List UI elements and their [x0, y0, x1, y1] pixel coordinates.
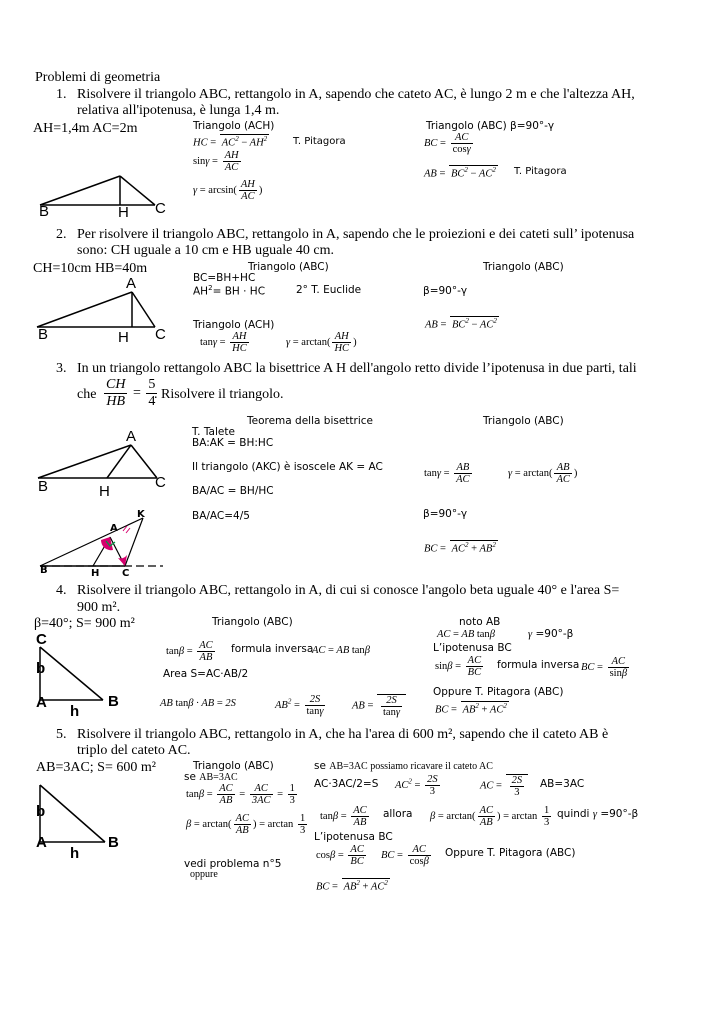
- p5-eq-bc-pit: BC = $AB^2 + AC^2$: [316, 879, 388, 893]
- fig3a-label-c: C: [155, 474, 166, 491]
- fig4-label-a: A: [36, 694, 47, 711]
- p1-eq-sin: sinγ = $\frac{AH}{AC}$: [193, 150, 239, 173]
- problem-4-text-line1: Risolvere il triangolo ABC, rettangolo in A, di cui si conosce l'angolo beta uguale 40° e l'area S=: [77, 583, 620, 598]
- fig2-label-a: A: [126, 275, 137, 292]
- p5-quindi: quindi γ =90°-β: [557, 808, 639, 820]
- p5-eq-tan: tanβ = $\frac{AC}{AB}$ = $\frac{AC}{3AC}$ = $\frac{1}{3}$: [186, 783, 295, 806]
- problem-2-given: CH=10cm HB=40m: [33, 261, 148, 276]
- p3-isoscele: Il triangolo (AKC) è isoscele AK = AC: [192, 461, 383, 473]
- p5-se-1: se AB=3AC: [184, 771, 238, 783]
- p1-eq-bc: BC = $\frac{AC}{\cos\gamma}$: [424, 132, 471, 155]
- p2-triangle-abc-left: Triangolo (ABC): [248, 261, 329, 273]
- problem-5-given: AB=3AC; S= 600 m²: [36, 760, 156, 775]
- problem-4-text-line2: 900 m².: [77, 600, 121, 615]
- fig4-label-c: C: [36, 631, 47, 648]
- p5-eq-cos: cosβ = $\frac{AC}{BC}$: [316, 844, 364, 867]
- p4-eq-ab: AB = $\frac{2S}{\tan\gamma}$: [352, 694, 406, 718]
- problem-5-number: 5.: [56, 727, 67, 742]
- p5-ipotenusa: L’ipotenusa BC: [314, 831, 393, 843]
- p2-triangle-abc-right: Triangolo (ABC): [483, 261, 564, 273]
- fig3b-label-b: B: [40, 565, 48, 576]
- p5-vedi: vedi problema n°5: [184, 858, 282, 870]
- p2-eq-tan: tanγ = $\frac{AH}{HC}$: [200, 331, 247, 354]
- p5-triangle-abc: Triangolo (ABC): [193, 760, 274, 772]
- p4-eq-ac-right: AC = AB tanβ: [437, 629, 495, 640]
- problem-3-che: che: [77, 387, 97, 402]
- p5-eq-arctan: β = arctan( $\frac{AC}{AB}$ ) = arctan $\frac{1}{3}$: [186, 813, 306, 836]
- fig3a-label-a: A: [126, 428, 137, 445]
- problem-5-text-line2: triplo del cateto AC.: [77, 743, 191, 758]
- p5-eq-bc: BC = $\frac{AC}{\cos\beta}$: [381, 844, 429, 867]
- fig1-label-h: H: [118, 204, 129, 221]
- problem-4-number: 4.: [56, 583, 67, 598]
- p5-eq-tan-2: tanβ = $\frac{AC}{AB}$: [320, 805, 367, 828]
- p4-formula-inversa-2: formula inversa: [497, 659, 580, 671]
- fig3a-label-h: H: [99, 483, 110, 500]
- p4-eq-bc: BC = $\frac{AC}{\sin\beta}$: [581, 656, 628, 679]
- p4-area: Area S=AC·AB/2: [163, 668, 249, 680]
- problem-3-figure-b: [35, 508, 175, 573]
- problem-1-text-line1: Risolvere il triangolo ABC, rettangolo in A, sapendo che cateto AC, è lungo 2 m e che l'altezza AH,: [77, 87, 635, 102]
- p5-allora: allora: [383, 808, 413, 820]
- p4-eq-sin: sinβ = $\frac{AC}{BC}$: [435, 655, 482, 678]
- p5-eq-ac: AC = $\frac{2S}{3}$: [480, 774, 528, 798]
- fig2-label-b: B: [38, 326, 49, 343]
- problem-3-number: 3.: [56, 361, 67, 376]
- p1-eq-hc: HC = $AC^2 - AH^2$: [193, 135, 268, 149]
- p3-ratio-1: BA:AK = BH:HC: [192, 437, 274, 449]
- p1-pitagora-1: T. Pitagora: [293, 136, 346, 147]
- page-title: Problemi di geometria: [35, 70, 161, 85]
- fig2-label-h: H: [118, 329, 129, 346]
- p1-pitagora-2: T. Pitagora: [514, 166, 567, 177]
- p3-ratio-3: BA/AC=4/5: [192, 510, 250, 522]
- p4-eq-bc-pit: BC = $AB^2 + AC^2$: [435, 702, 507, 716]
- p1-triangle-abc: Triangolo (ABC) β=90°-γ: [426, 120, 555, 132]
- fig5-label-b-side: b: [36, 803, 46, 820]
- problem-1-number: 1.: [56, 87, 67, 102]
- fig1-label-b: B: [39, 203, 50, 220]
- p4-oppure: Oppure T. Pitagora (ABC): [433, 686, 564, 698]
- fig2-label-c: C: [155, 326, 166, 343]
- p4-eq-ac: AC = AB tanβ: [312, 645, 370, 656]
- p1-triangle-ach: Triangolo (ACH): [193, 120, 275, 132]
- p3-bisettrice: Teorema della bisettrice: [247, 415, 374, 427]
- problem-2-text-line1: Per risolvere il triangolo ABC, rettangolo in A, sapendo che le proiezioni e dei cateti sull’ ipotenusa: [77, 227, 635, 242]
- problem-2-number: 2.: [56, 227, 67, 242]
- problem-1-given: AH=1,4m AC=2m: [33, 121, 138, 136]
- p4-gamma: γ =90°-β: [528, 628, 574, 640]
- fig5-label-a: A: [36, 834, 47, 851]
- fig3b-label-c: C: [122, 568, 130, 579]
- p4-noto-ab: noto AB: [459, 616, 501, 628]
- fig5-label-h: h: [70, 845, 80, 862]
- p4-ipotenusa: L’ipotenusa BC: [433, 642, 512, 654]
- problem-3-text-line1: In un triangolo rettangolo ABC la bisettrice A H dell'angolo retto divide l’ipotenusa in due parti, tali: [77, 361, 637, 376]
- fig3b-label-k: K: [137, 509, 145, 520]
- p2-eq-arctan: γ = arctan( $\frac{AH}{HC}$ ): [286, 331, 357, 354]
- problem-3-figure-a: [35, 440, 175, 485]
- fig3a-label-b: B: [38, 478, 49, 495]
- p3-eq-arctan: γ = arctan( $\frac{AB}{AC}$ ): [508, 462, 578, 485]
- problem-5-text-line1: Risolvere il triangolo ABC, rettangolo in A, che ha l'area di 600 m², sapendo che il cateto AB è: [77, 727, 609, 742]
- p4-triangle-abc: Triangolo (ABC): [212, 616, 293, 628]
- fig4-label-h: h: [70, 703, 80, 720]
- p4-eq-ab2: $AB^2$ = $\frac{2S}{\tan\gamma}$: [275, 694, 324, 717]
- p2-triangle-ach: Triangolo (ACH): [193, 319, 275, 331]
- p2-euclide: 2° T. Euclide: [296, 284, 362, 296]
- p5-eq-arctan-2: β = arctan( $\frac{AC}{AB}$ ) = arctan $\frac{1}{3}$: [430, 805, 550, 828]
- fig5-label-b: B: [108, 834, 119, 851]
- p4-formula-inversa: formula inversa: [231, 643, 314, 655]
- p2-bc-sum: BC=BH+HC: [193, 272, 256, 284]
- p5-se-2: se AB=3AC possiamo ricavare il cateto AC: [314, 760, 493, 772]
- p5-oppure-pit: Oppure T. Pitagora (ABC): [445, 847, 576, 859]
- p3-beta: β=90°-γ: [423, 508, 468, 520]
- problem-4-given: β=40°; S= 900 m²: [34, 616, 135, 631]
- problem-3-fraction: $\frac{CH}{HB}$ = $\frac{5}{4}$: [106, 377, 156, 409]
- p3-eq-tan: tanγ = $\frac{AB}{AC}$: [424, 462, 470, 485]
- problem-5-figure: [35, 782, 135, 852]
- p3-talete: T. Talete: [192, 426, 235, 438]
- problem-2-figure: [35, 290, 175, 330]
- p5-oppure: oppure: [190, 869, 218, 880]
- p2-ah-squared: $AH^2=$ BH · HC: [193, 284, 266, 298]
- p3-triangle-abc: Triangolo (ABC): [483, 415, 564, 427]
- fig4-label-b-side: b: [36, 660, 46, 677]
- p3-ratio-2: BA/AC = BH/HC: [192, 485, 274, 497]
- p5-eq-ac2: $AC^2$ = $\frac{2S}{3}$: [395, 774, 438, 797]
- fig3b-label-h: H: [91, 568, 100, 579]
- p5-ab3: AB=3AC: [540, 778, 585, 790]
- p2-beta: β=90°-γ: [423, 285, 468, 297]
- problem-4-figure: [35, 645, 135, 705]
- fig3b-label-a: A: [110, 523, 118, 534]
- problem-1-text-line2: relativa all'ipotenusa, è lunga 1,4 m.: [77, 103, 280, 118]
- fig4-label-b: B: [108, 693, 119, 710]
- problem-2-text-line2: sono: CH uguale a 10 cm e HB uguale 40 cm.: [77, 243, 335, 258]
- problem-1-figure: [35, 165, 175, 225]
- p3-eq-bc: BC = $AC^2 + AB^2$: [424, 541, 496, 555]
- p4-eq-tan: tanβ = $\frac{AC}{AB}$: [166, 640, 213, 663]
- p4-eq-area: AB tanβ · AB = 2S: [160, 698, 236, 709]
- p1-eq-arcsin: γ = arcsin( $\frac{AH}{AC}$ ): [193, 179, 263, 202]
- p2-eq-ab: AB = $BC^2 - AC^2$: [425, 317, 497, 331]
- fig1-label-c: C: [155, 200, 166, 217]
- problem-3-text-line2: . Risolvere il triangolo.: [154, 387, 284, 402]
- p1-eq-ab: AB = $BC^2 - AC^2$: [424, 166, 496, 180]
- p5-ac3: AC·3AC/2=S: [314, 778, 379, 790]
